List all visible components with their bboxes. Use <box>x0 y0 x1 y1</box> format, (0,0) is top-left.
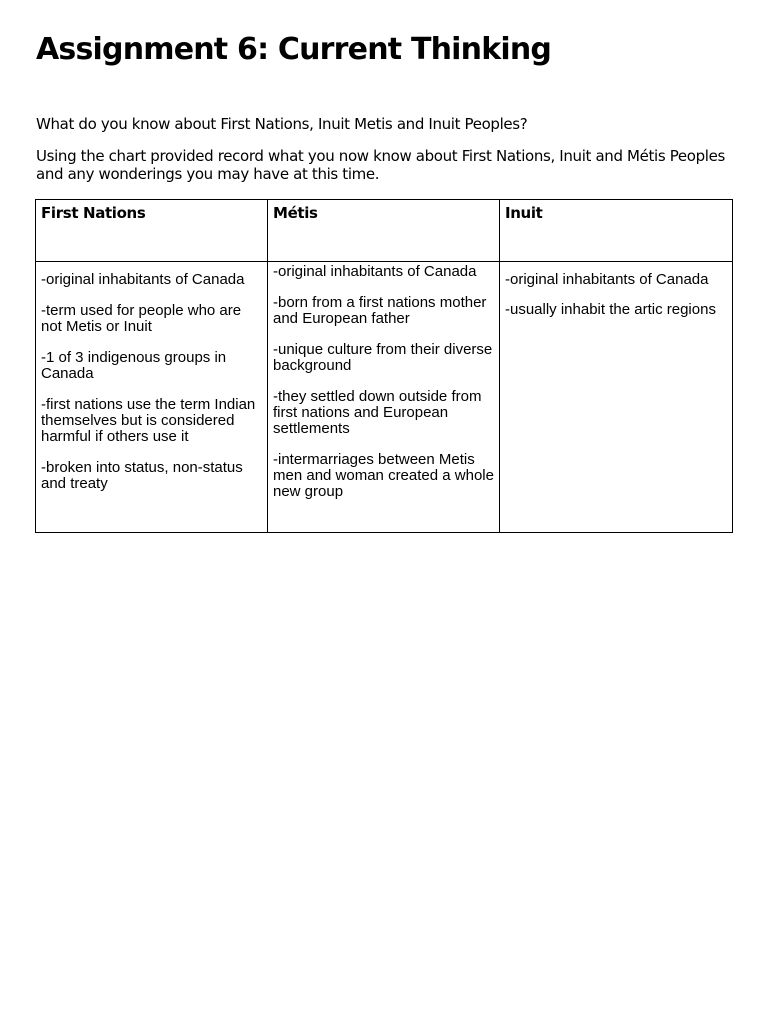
header-inuit: Inuit <box>500 200 733 262</box>
inuit-notes <box>505 262 727 318</box>
question-text: What do you know about First Nations, Inuit Metis and Inuit Peoples? <box>36 115 528 133</box>
list-item: -born from a first nations mother and European father <box>273 294 487 327</box>
list-item: -broken into status, non-status and treaty <box>41 459 243 492</box>
list-item: -intermarriages between Metis men and woman created a whole new group <box>273 451 494 500</box>
list-item: -original inhabitants of Canada <box>41 271 245 288</box>
inuit-cell <box>500 262 733 533</box>
list-item: -original inhabitants of Canada <box>273 263 477 280</box>
first-nations-notes <box>41 262 262 492</box>
list-item: -usually inhabit the artic regions <box>505 301 716 318</box>
list-item: -first nations use the term Indian themselves but is considered harmful if others use it <box>41 396 256 445</box>
chart-body-row <box>36 262 733 533</box>
header-metis: Métis <box>268 200 500 262</box>
page-title: Assignment 6: Current Thinking <box>36 32 552 67</box>
knowledge-chart <box>35 199 733 533</box>
first-nations-cell <box>36 262 268 533</box>
header-first-nations: First Nations <box>36 200 268 262</box>
list-item: -1 of 3 indigenous groups in Canada <box>41 349 227 382</box>
list-item: -they settled down outside from first nations and European settlements <box>273 388 482 437</box>
metis-cell <box>268 262 500 533</box>
instructions-text: Using the chart provided record what you now know about First Nations, Inuit and Métis Peoples and any wonderings you may have at this time. <box>36 147 725 183</box>
list-item: -original inhabitants of Canada <box>505 271 709 288</box>
chart-header-row <box>36 200 733 262</box>
metis-notes <box>273 262 494 500</box>
list-item: -unique culture from their diverse background <box>273 341 493 374</box>
list-item: -term used for people who are not Metis or Inuit <box>41 302 242 335</box>
